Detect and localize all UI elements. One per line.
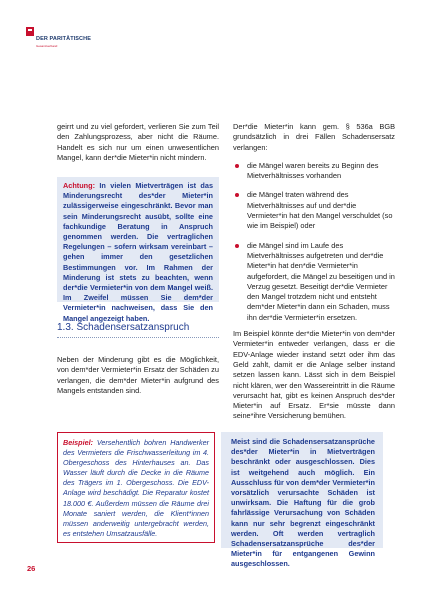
publisher-logo [26, 27, 91, 48]
section-intro [57, 355, 219, 396]
page-number: 26 [27, 564, 36, 573]
example-box [57, 432, 215, 543]
section-intro-text: Neben der Minderung gibt es die Möglichkeit, von dem*der Vermieter*in Ersatz der Schäden zu verlangen, die dem*der Mieter*in aufgrund des Mangels entstanden sind. [57, 355, 219, 395]
left-intro [57, 122, 219, 163]
right-paragraph: Im Beispiel könnte der*die Mieter*in von dem*der Vermieter*in entweder verlangen, dass er die EDV-Anlage wieder instand setzt oder ihm das Geld zahlt, damit er die Anlage selber instand setzen lassen kann. Lässt sich in dem Beispiel nicht klären, wer den Wassereintritt in die Räume verursacht hat, gibt es keinen Anspruch des*der Mieter*in auf Ersatz. Er*sie müsste dann seine*ihre Versicherung bemühen. [233, 329, 395, 421]
liability-note-text: Meist sind die Schadensersatzansprüche des*der Mieter*in in Mietverträgen beschränkt oder ausgeschlossen. Dies ist weitgehend auch möglich. Ein Ausschluss für von dem*der Vermieter*in vorsätzlich verursachte Schäden ist unwirksam. Die Haftung für die grob fahrlässige Verursachung von Schäden kann nur sehr begrenzt eingeschränkt werden. Oft werden vertraglich Schadensersatzansprüche des*der Mieter*in für entgangenen Gewinn ausgeschlossen. [231, 437, 375, 569]
list-item: die Mängel traten während des Mietverhältnisses auf und der*die Vermieter*in hat den Mangel verschuldet (so wie im Beispiel) oder [233, 190, 395, 231]
logo-mark-icon [26, 27, 34, 36]
list-item: die Mängel sind im Laufe des Mietverhältnisses aufgetreten und der*die Mieter*in hat den*die Vermieter*in aufgefordert, die Mängel zu beseitigen und in Verzug gesetzt. Beseitigt der*die Vermieter den Mangel trotzdem nicht und entsteht dem*der Mieter*in dann ein Schaden, muss ihn der*die Vermieter*in ersetzen. [233, 241, 395, 323]
list-item: die Mängel waren bereits zu Beginn des Mietverhältnisses vorhanden [233, 161, 395, 182]
claims-list [233, 161, 395, 323]
caution-box [57, 177, 219, 323]
left-intro-text: geirrt und zu viel gefordert, verlieren Sie zum Teil den Zahlungsprozess, aber nicht die Räume. Handelt es sich nur um einen unwesentlichen Mangel, kann der*die Mieter*in nicht mindern. [57, 122, 219, 162]
caution-lead: Achtung: [63, 181, 96, 190]
logo-text: DER PARITÄTISCHE [36, 36, 91, 42]
right-intro-text: Der*die Mieter*in kann gem. § 536a BGB grundsätzlich in drei Fällen Schadensersatz verlangen: [233, 122, 395, 152]
section-heading: 1.3. Schadensersatzanspruch [57, 322, 219, 338]
liability-note-box [221, 432, 383, 569]
caution-text: In vielen Mietverträgen ist das Minderungsrecht des*der Mieter*in zulässigerweise eingeschränkt. Bevor man sein Minderungsrecht ausübt, sollte eine fachkundige Beratung in Anspruch genommen werden. Die vertraglichen Regelungen – sofern wirksam vereinbart – gehen immer den gesetzlichen Bestimmungen vor. Im Rahmen der Minderung ist stets zu beachten, wenn der*die Vermieter*in von dem Mangel weiß. Im Zweifel müssen Sie dem*der Vermieter*in nachweisen, dass Sie den Mangel angezeigt haben. [63, 181, 213, 323]
example-lead: Beispiel: [63, 438, 93, 447]
right-column [233, 122, 395, 422]
logo-subtext: Gesamtverband [36, 44, 58, 48]
example-text: Versehentlich bohren Handwerker des Vermieters die Frischwasserleitung im 4. Obergeschoss des Hinterhauses an. Das Wasser läuft durch die Decke in die Räume des Trägers im 1. Obergeschoss. Die EDV-Anlage wird beschädigt. Die Reparatur kostet 18.000 €. Außerdem müssen die Räume drei Monate saniert werden, die Klient*innen müssen anderweitig untergebracht werden, es entstehen Umsatzausfälle. [63, 438, 209, 538]
